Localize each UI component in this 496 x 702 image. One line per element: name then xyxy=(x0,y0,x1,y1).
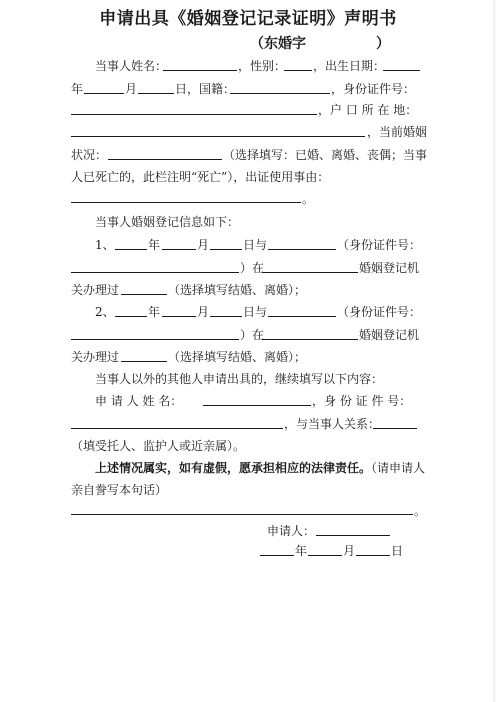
document-title: 申请出具《婚姻登记记录证明》声明书 xyxy=(99,9,397,29)
item-2-at-label: ）在 xyxy=(240,328,265,342)
item-2-id-field[interactable] xyxy=(71,339,239,340)
death-note: 人已死亡的，此栏注明“死亡”），出证使用事由： xyxy=(71,170,330,184)
item-2-day-field[interactable] xyxy=(210,316,242,317)
relation-label: ，与当事人关系： xyxy=(284,417,381,431)
applicant-signature-field[interactable] xyxy=(316,535,390,536)
item-1-day-field[interactable] xyxy=(210,249,242,250)
birth-month-field[interactable] xyxy=(84,93,124,94)
item-2-type-field[interactable] xyxy=(121,361,167,362)
sign-day-field[interactable] xyxy=(356,555,390,556)
applicant-id-field[interactable] xyxy=(71,428,283,429)
birth-month-label: 月 xyxy=(125,82,138,96)
item-1-spouse-field[interactable] xyxy=(268,249,336,250)
item-1-year-label: 年 xyxy=(148,238,161,252)
declaration-line-2: 亲自誊写本句话） xyxy=(71,483,168,497)
applicant-name-field[interactable] xyxy=(203,405,311,406)
id-label: ，身份证件号： xyxy=(331,82,416,96)
nationality-label: 日，国籍： xyxy=(175,82,236,96)
party-name-field[interactable] xyxy=(163,70,237,71)
birth-year-label: 年 xyxy=(71,82,84,96)
item-2-handled-label: 关办理过 xyxy=(71,350,120,364)
item-1-number: 1、 xyxy=(95,238,115,252)
declaration-copy-field[interactable] xyxy=(71,514,413,515)
applicant-id-label: ，身 份 证 件 号： xyxy=(312,394,412,408)
relation-hint: （填受托人、监护人或近亲属）。 xyxy=(71,439,246,453)
item-1-with-label: 日与 xyxy=(243,238,268,252)
household-field[interactable] xyxy=(71,136,365,137)
item-1-id-label: （身份证件号： xyxy=(337,238,422,252)
applicant-name-label: 申 请 人 姓 名： xyxy=(95,394,183,408)
birth-day-field[interactable] xyxy=(138,93,174,94)
gender-field[interactable] xyxy=(284,70,312,71)
other-applicant-intro: 当事人以外的其他人申请出具的，继续填写以下内容： xyxy=(95,372,384,386)
purpose-period: 。 xyxy=(302,192,315,206)
applicant-signature-label: 申请人： xyxy=(267,524,316,538)
marital-status-field[interactable] xyxy=(108,159,222,160)
sign-month-field[interactable] xyxy=(308,555,342,556)
item-1-month-label: 月 xyxy=(197,238,210,252)
declaration-instruction: （请申请人 xyxy=(371,461,426,475)
item-1-office-label: 婚姻登记机 xyxy=(359,261,420,275)
birth-field[interactable] xyxy=(383,70,420,71)
status-label: 状况： xyxy=(71,148,108,162)
declaration-bold: 上述情况属实，如有虚假，愿承担相应的法律责任。 xyxy=(95,461,372,475)
item-1-at-label: ）在 xyxy=(240,261,265,275)
item-1-handled-label: 关办理过 xyxy=(71,283,120,297)
declaration-period: 。 xyxy=(414,504,427,518)
declaration-line-1 xyxy=(95,459,425,476)
item-1-office-field[interactable] xyxy=(262,272,358,273)
item-2-with-label: 日与 xyxy=(243,305,268,319)
item-2-year-field[interactable] xyxy=(115,316,147,317)
sign-month-label: 月 xyxy=(343,544,356,558)
gender-label: ，性别： xyxy=(238,59,287,73)
item-1-month-field[interactable] xyxy=(162,249,196,250)
item-2-office-label: 婚姻登记机 xyxy=(359,328,420,342)
sign-day-label: 日 xyxy=(391,544,404,558)
item-2-month-label: 月 xyxy=(197,305,210,319)
relation-field[interactable] xyxy=(373,428,417,429)
item-2-office-field[interactable] xyxy=(262,339,358,340)
purpose-field[interactable] xyxy=(71,202,301,203)
id-number-field[interactable] xyxy=(71,114,317,115)
item-2-spouse-field[interactable] xyxy=(268,316,336,317)
party-name-label: 当事人姓名： xyxy=(95,59,168,73)
item-2-month-field[interactable] xyxy=(162,316,196,317)
item-2-id-label: （身份证件号： xyxy=(337,305,422,319)
current-marital-label: ，当前婚姻 xyxy=(367,125,428,139)
nationality-field[interactable] xyxy=(230,93,330,94)
item-1-year-field[interactable] xyxy=(115,249,147,250)
item-2-year-label: 年 xyxy=(148,305,161,319)
household-label: ，户 口 所 在 地： xyxy=(318,103,418,117)
item-1-id-field[interactable] xyxy=(71,272,239,273)
birth-label: ，出生日期： xyxy=(313,59,386,73)
item-1-type-hint: （选择填写结婚、离婚）； xyxy=(168,283,307,297)
sign-year-field[interactable] xyxy=(260,555,294,556)
item-2-type-hint: （选择填写结婚、离婚）； xyxy=(168,350,307,364)
registration-intro: 当事人婚姻登记信息如下： xyxy=(95,215,240,229)
item-1-type-field[interactable] xyxy=(121,294,167,295)
item-2-number: 2、 xyxy=(95,305,115,319)
document-number: （东婚字 ） xyxy=(250,36,390,52)
status-hint: （选择填写：已婚、离婚、丧偶；当事 xyxy=(223,148,428,162)
sign-year-label: 年 xyxy=(295,544,308,558)
